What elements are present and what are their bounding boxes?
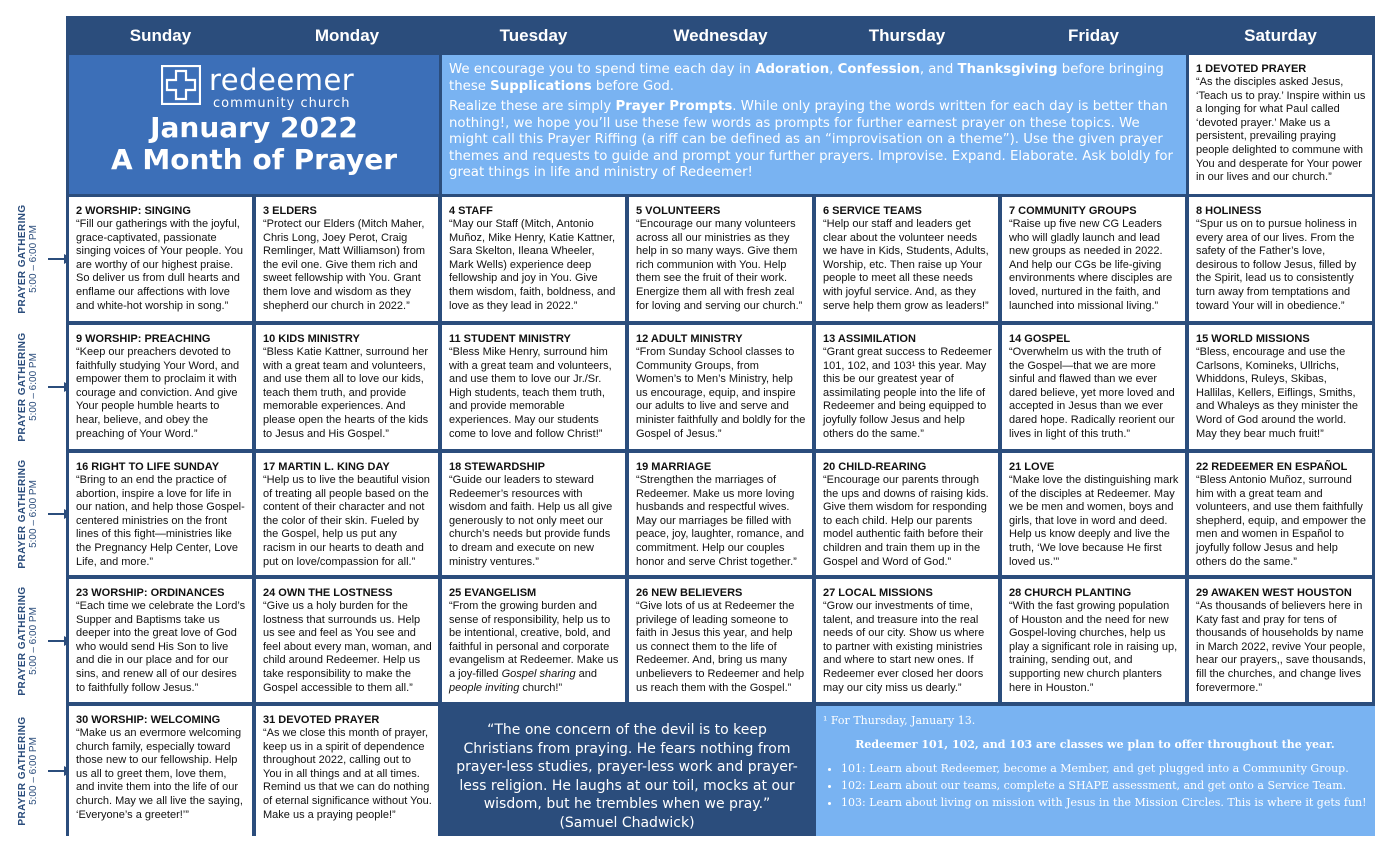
day-title: 15 WORLD MISSIONS <box>1196 333 1310 345</box>
day-title: 29 AWAKEN WEST HOUSTON <box>1196 587 1352 599</box>
class-list <box>823 762 1367 810</box>
day-cell <box>816 197 998 321</box>
day-cell <box>1189 197 1372 321</box>
day-prayer-text: “Keep our preachers devoted to faithfully studying Your Word, and empower them to proclaim it with courage and conviction. And give Your people humble hearts to hear, believe, and obey the preaching of Your Word.” <box>76 346 240 440</box>
day-cell <box>442 197 625 321</box>
class-item: • 101: Learn about Redeemer, become a Member, and get plugged into a Community Group. <box>841 762 1367 776</box>
day-cell <box>442 453 625 575</box>
class-item: • 103: Learn about living on mission with Jesus in the Mission Circles. This is where it gets fun! <box>841 796 1367 810</box>
day-prayer-text: “Bring to an end the practice of abortion, inspire a love for life in our nation, and help those Gospel-centered ministries on the front lines of this fight—ministries like the Pregnancy Help Center, Love Life, and more.” <box>76 474 245 568</box>
day-prayer-text: “Raise up five new CG Leaders who will gladly launch and lead new groups as needed in 2022. And help our CGs be life-giving environments where disciples are loved, nurtured in the faith, and launched into missional living.” <box>1009 218 1173 312</box>
day-prayer-text: “As the disciples asked Jesus, ‘Teach us to pray.’ Inspire within us a longing for what Paul called ‘devoted prayer.’ Make us a persistent, prevailing praying people delighted to commune with You and desperate for Your power in our lives and our church.” <box>1196 76 1366 184</box>
day-prayer-text: “Grant great success to Redeemer 101, 102, and 103¹ this year. May this be our greatest year of assimilating people into the life of Redeemer and being equipped to joyfully follow Jesus and help others do the same.” <box>823 346 992 440</box>
day-cell <box>629 453 812 575</box>
day-prayer-text: “Encourage our many volunteers across all our ministries as they help in so many ways. Give them rich communion with You. Help them see the fruit of their work. Energize them all with fresh zeal for loving and serving our church.” <box>636 218 803 312</box>
day-title: 3 ELDERS <box>263 205 317 217</box>
day-cell <box>1002 579 1185 702</box>
day-prayer-text: “With the fast growing population of Houston and the need for new Gospel-loving churches, help us play a significant role in raising up, training, sending out, and supporting new church planters here in Houston.” <box>1009 600 1178 694</box>
day-cell <box>256 579 438 702</box>
day-prayer-text: “May our Staff (Mitch, Antonio Muñoz, Mike Henry, Katie Kattner, Sara Skelton, Ileana Wheeler, Mark Wells) experience deep fellowship and joy in You. Give them wisdom, faith, boldness, and love as they lead in 2022.” <box>449 218 616 312</box>
day-cell <box>1189 579 1372 702</box>
day-prayer-text: “Help us to live the beautiful vision of treating all people based on the content of their character and not the color of their skin. Fueled by the Gospel, help us put any racism in our hearts to death and put on love/compassion for all.” <box>263 474 430 568</box>
calendar-title-banner <box>69 55 439 194</box>
day-prayer-text: “Grow our investments of time, talent, and treasure into the real needs of our city. Show us where to partner with existing ministries and where to start new ones. If Redeemer ever closed her doors may our city miss us dearly.” <box>823 600 985 694</box>
cross-logo-icon <box>161 65 201 105</box>
day-cell <box>256 197 438 321</box>
day-title: 12 ADULT MINISTRY <box>636 333 743 345</box>
day-prayer-text: “Bless, encourage and use the Carlsons, Komineks, Ullrichs, Whiddons, Ruleys, Skibas, Hallilas, Kellers, Eiflings, Smiths, and Whaleys as they minister the Word of God around the world. May they bear much fruit!” <box>1196 346 1359 440</box>
weekday-header-wednesday: Wednesday <box>673 26 768 45</box>
day-title: 30 WORSHIP: WELCOMING <box>76 714 221 726</box>
day-cell <box>69 325 252 449</box>
day-title: 2 WORSHIP: SINGING <box>76 205 191 217</box>
day-prayer-text: “Fill our gatherings with the joyful, grace-captivated, passionate singing voices of Your people. You are worthy of our highest praise. So deliver us from dull hearts and enflame our affections with love and white-hot worship in song.” <box>76 218 243 312</box>
prayer-gathering-title: PRAYER GATHERING <box>17 459 28 569</box>
day-cell <box>1189 55 1372 194</box>
prayer-gathering-time: 5:00 – 6:00 PM <box>28 737 39 805</box>
prayer-gathering-label <box>0 325 64 449</box>
day-prayer-text: “Guide our leaders to steward Redeemer’s resources with wisdom and faith. Help us all give generously to not only meet our church’s needs but provide funds to dream and execute on new ministry ventures.” <box>449 474 613 568</box>
day-cell <box>256 453 438 575</box>
weekday-header-friday: Friday <box>1067 26 1120 45</box>
day-title: 8 HOLINESS <box>1196 205 1262 217</box>
day-title: 16 RIGHT TO LIFE SUNDAY <box>76 461 220 473</box>
day-title: 21 LOVE <box>1009 461 1055 473</box>
day-title: 19 MARRIAGE <box>636 461 712 473</box>
day-cell <box>1002 453 1185 575</box>
day-title: 14 GOSPEL <box>1009 333 1071 345</box>
day-cell <box>442 325 625 449</box>
page-subtitle: A Month of Prayer <box>110 143 398 176</box>
day-title: 5 VOLUNTEERS <box>636 205 721 217</box>
day-cell <box>69 453 252 575</box>
prayer-gathering-time: 5:00 – 6:00 PM <box>28 480 39 548</box>
day-prayer-text: “Bless Katie Kattner, surround her with a great team and volunteers, and use them all to love our kids, teach them truth, and provide memorable experiences. And please open the hearts of the kids to Jesus and His Gospel.” <box>263 346 429 440</box>
prayer-calendar <box>66 16 1375 836</box>
day-title: 24 OWN THE LOSTNESS <box>263 587 393 599</box>
church-name: redeemer <box>209 63 355 97</box>
day-prayer-text: “Encourage our parents through the ups and downs of raising kids. Give them wisdom for responding to each child. Help our parents model authentic faith before their children and train them up in the Gospel and Word of God.” <box>823 474 989 568</box>
redeemer-classes-footnote <box>816 706 1375 836</box>
prayer-gathering-label <box>0 197 64 321</box>
day-title: 26 NEW BELIEVERS <box>636 587 743 599</box>
day-cell <box>256 325 438 449</box>
day-title: 18 STEWARDSHIP <box>449 461 545 473</box>
day-title: 28 CHURCH PLANTING <box>1009 587 1132 599</box>
day-cell <box>442 579 625 702</box>
page-title: January 2022 <box>150 111 358 144</box>
day-cell <box>69 579 252 702</box>
class-item: • 102: Learn about our teams, complete a SHAPE assessment, and get onto a Service Team. <box>841 779 1367 793</box>
day-prayer-text: “Strengthen the marriages of Redeemer. Make us more loving husbands and respectful wives. May our marriages be filled with peace, joy, laughter, romance, and commitment. Help our couples honor and serve Christ together.” <box>636 474 804 568</box>
day-prayer-text: “Make us an evermore welcoming church family, especially toward those new to our fellowship. Help us all to greet them, love them, and invite them into the life of our church. May we all live the saying, ‘Everyone’s a greeter!’” <box>76 727 243 821</box>
day-cell <box>629 325 812 449</box>
day-cell <box>256 706 438 836</box>
footnote-subhead: Redeemer 101, 102, and 103 are classes we plan to offer throughout the year. <box>855 738 1335 751</box>
weekday-header-sunday: Sunday <box>129 26 192 45</box>
prayer-gathering-label <box>0 706 64 836</box>
day-cell <box>69 197 252 321</box>
day-title: 10 KIDS MINISTRY <box>263 333 360 345</box>
day-cell <box>1002 325 1185 449</box>
day-prayer-text: “Bless Mike Henry, surround him with a great team and volunteers, and use them to love our Jr./Sr. High students, teach them truth, and provide memorable experiences. May our students come to love and follow Christ!” <box>449 346 612 440</box>
prayer-gathering-time: 5:00 – 6:00 PM <box>28 225 39 293</box>
day-title: 31 DEVOTED PRAYER <box>263 714 380 726</box>
day-title: 1 DEVOTED PRAYER <box>1196 63 1307 75</box>
day-title: 7 COMMUNITY GROUPS <box>1009 205 1137 217</box>
day-cell <box>1189 453 1372 575</box>
prayer-gathering-text <box>17 332 39 441</box>
day-prayer-text: “Each time we celebrate the Lord’s Supper and Baptisms take us deeper into the great love of God who would send His Son to live and die in our place and for our sins, and renew all of our desires to faithfully follow Jesus.” <box>76 600 246 694</box>
day-title: 25 EVANGELISM <box>449 587 537 599</box>
weekday-header-thursday: Thursday <box>868 26 946 45</box>
day-prayer-text: “Protect our Elders (Mitch Maher, Chris Long, Joey Perot, Craig Remlinger, Matt Williamson) from the evil one. Give them rich and sweet fellowship with You. Grant them love and wisdom as they shepherd our church in 2022.” <box>263 218 425 312</box>
prayer-gathering-time: 5:00 – 6:00 PM <box>28 353 39 421</box>
prayer-gathering-text <box>17 204 39 313</box>
prayer-gathering-label <box>0 579 64 702</box>
day-prayer-text: “From the growing burden and sense of responsibility, help us to be intentional, creative, bold, and faithful in personal and corporate evangelism at Redeemer. Make us a joy-filled Gospel sharing and people inviting church!” <box>449 600 619 694</box>
day-title: 4 STAFF <box>449 205 493 217</box>
day-title: 13 ASSIMILATION <box>823 333 916 345</box>
day-prayer-text: “As thousands of believers here in Katy fast and pray for tens of thousands of households by name in March 2022, revive Your people, hear our prayers,, save thousands, fill the churches, and change lives forevermore.” <box>1196 600 1366 694</box>
church-logo <box>161 65 361 111</box>
day-cell <box>69 706 252 836</box>
day-prayer-text: “Help our staff and leaders get clear about the volunteer needs we have in Kids, Students, Adults, Worship, etc. Then raise up Your people to meet all these needs with joyful service. And, as they serve help them grow as leaders!” <box>823 218 989 312</box>
day-prayer-text: “Make love the distinguishing mark of the disciples at Redeemer. May we be men and women, boys and girls, that love in word and deed. Help us know deeply and live the truth, ‘We love because He first loved us.’” <box>1009 474 1179 568</box>
prayer-gathering-text <box>17 716 39 825</box>
samuel-chadwick-quote: “The one concern of the devil is to keep Christians from praying. He fears nothing from prayer-less studies, prayer-less work and prayer-less religion. He laughs at our toil, mocks at our wisdom, but he trembles when we pray.” (Samuel Chadwick) <box>442 706 812 836</box>
day-cell <box>1002 197 1185 321</box>
weekday-header-tuesday: Tuesday <box>499 26 568 45</box>
day-prayer-text: “From Sunday School classes to Community Groups, from Women’s to Men’s Ministry, help us encourage, equip, and inspire our adults to live and serve and minister faithfully and boldly for the Gospel of Jesus.” <box>636 346 806 440</box>
day-title: 22 REDEEMER EN ESPAÑOL <box>1196 461 1348 473</box>
prayer-gathering-text <box>17 459 39 568</box>
day-prayer-text: “Overwhelm us with the truth of the Gospel—that we are more sinful and flawed than we ever dared believe, yet more loved and accepted in Jesus than we ever dared hope. Radically reorient our lives in light of this truth.” <box>1009 346 1175 440</box>
weekday-header-saturday: Saturday <box>1244 26 1317 45</box>
day-cell <box>816 453 998 575</box>
day-cell <box>816 579 998 702</box>
day-cell <box>629 579 812 702</box>
day-title: 23 WORSHIP: ORDINANCES <box>76 587 225 599</box>
day-title: 6 SERVICE TEAMS <box>823 205 922 217</box>
prayer-gathering-title: PRAYER GATHERING <box>17 204 28 314</box>
prayer-gathering-time: 5:00 – 6:00 PM <box>28 606 39 675</box>
day-prayer-text: “As we close this month of prayer, keep us in a spirit of dependence throughout 2022, calling out to You in all things and at all times. Remind us that we can do nothing of eternal significance without You. Make us a praying people!” <box>263 727 432 821</box>
prayer-gathering-title: PRAYER GATHERING <box>17 716 28 826</box>
prayer-gathering-title: PRAYER GATHERING <box>17 332 28 442</box>
weekday-header-monday: Monday <box>314 26 380 45</box>
day-prayer-text: “Give lots of us at Redeemer the privilege of leading someone to faith in Jesus this year, and help us connect them to the life of Redeemer. And, bring us many unbelievers to Redeemer and help us reach them with the Gospel.” <box>636 600 805 694</box>
day-title: 9 WORSHIP: PREACHING <box>76 333 211 345</box>
day-cell <box>629 197 812 321</box>
day-cell <box>1189 325 1372 449</box>
church-subtitle: community church <box>213 96 351 111</box>
day-prayer-text: “Spur us on to pursue holiness in every area of our lives. From the safety of the Father’s love, desirous to follow Jesus, filled by the Spirit, lead us to consistently turn away from temptations and toward Your will in obedience.” <box>1196 218 1357 312</box>
day-prayer-text: “Give us a holy burden for the lostness that surrounds us. Help us see and feel as You see and feel about every man, woman, and child around Redeemer. Help us take responsibility to make the Gospel accessible to them all.” <box>263 600 432 694</box>
prayer-gathering-text <box>17 586 39 695</box>
prayer-gathering-label <box>0 453 64 575</box>
day-title: 11 STUDENT MINISTRY <box>449 333 571 345</box>
day-title: 27 LOCAL MISSIONS <box>823 587 933 599</box>
day-cell <box>816 325 998 449</box>
footnote-reference: ¹ For Thursday, January 13. <box>823 714 976 727</box>
day-title: 17 MARTIN L. KING DAY <box>263 461 390 473</box>
day-prayer-text: “Bless Antonio Muñoz, surround him with a great team and volunteers, and use them faithfully shepherd, equip, and empower the men and women in Español to joyfully follow Jesus and help others do the same.” <box>1196 474 1367 568</box>
prayer-gathering-title: PRAYER GATHERING <box>17 585 28 696</box>
day-title: 20 CHILD-REARING <box>823 461 927 473</box>
intro-instructions: We encourage you to spend time each day in Adoration, Confession, and Thanksgiving before bringing these Supplications before God. Realize these are simply Prayer Prompts. While only praying the words written for each day is better than nothing!, we hope you’ll use these few words as prompts for further earnest prayer on these topics. We might call this Prayer Riffing (a riff can be defined as an “improvisation on a theme”). Use the given prayer themes and requests to guide and prompt your further prayers. Improvise. Expand. Elaborate. Ask boldly for great things in life and ministry of Redeemer! <box>442 55 1186 194</box>
